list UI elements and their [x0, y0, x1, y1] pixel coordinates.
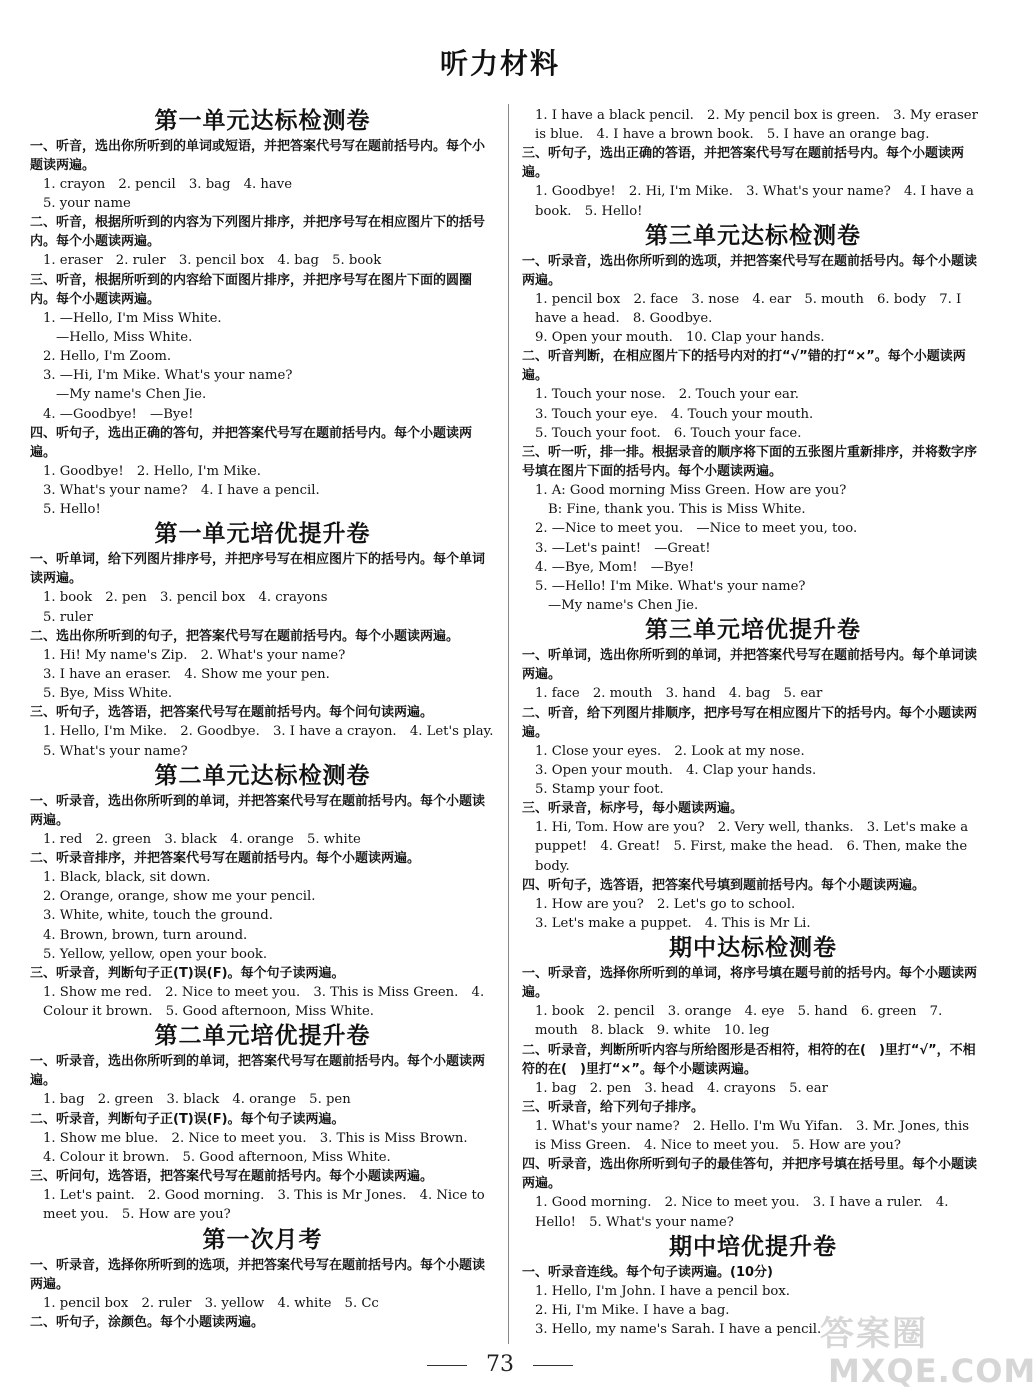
transcript-line: 1. How are you? 2. Let's go to school. — [535, 896, 796, 912]
transcript-line: 1. pencil box 2. ruler 3. yellow 4. white 5. Cc — [43, 1295, 379, 1311]
transcript-line: 1. pencil box 2. face 3. nose 4. ear 5. mouth 6. body 7. I have a head. 8. Goodbye. — [535, 291, 962, 327]
exam-section — [522, 106, 984, 221]
transcript-line: —My name's Chen Jie. — [56, 387, 207, 403]
transcript-line: 4. —Goodbye! —Bye! — [43, 406, 194, 422]
question-instruction: 三、听一听，排一排。根据录音的顺序将下面的五张图片重新排序，并将数字序号填在图片下面的括号内。每个小题读两遍。 — [522, 445, 978, 480]
transcript-line: 4. —Bye, Mom! —Bye! — [535, 559, 695, 575]
transcript-line: 3. I have an eraser. 4. Show me your pen. — [43, 667, 330, 683]
watermark-line2: MXQE.COM — [828, 1352, 1036, 1390]
question-instruction: 一、听录音，选出你所听到的单词，把答案代号写在题前括号内。每个小题读两遍。 — [30, 1054, 486, 1089]
transcript-line: 1. I have a black pencil. 2. My pencil box is green. 3. My eraser is blue. 4. I have a brown book. 5. I have an orange bag. — [535, 108, 978, 143]
exam-section — [30, 519, 507, 760]
section-title: 第三单元培优提升卷 — [645, 617, 861, 644]
section-title: 第二单元培优提升卷 — [154, 1023, 371, 1050]
question-instruction: 一、听录音，选出你所听到的选项，并把答案代号写在题前括号内。每个小题读两遍。 — [522, 253, 978, 288]
transcript-line: 5. —Hello! I'm Mike. What's your name? — [535, 579, 806, 595]
question-instruction: 四、听录音，选出你所听到句子的最佳答句，并把序号填在括号里。每个小题读两遍。 — [522, 1157, 978, 1192]
transcript-line: 3. White, white, touch the ground. — [43, 908, 273, 924]
question-instruction: 三、听录音，判断句子正(T)误(F)。每个句子读两遍。 — [30, 966, 345, 982]
transcript-line: 1. face 2. mouth 3. hand 4. bag 5. ear — [535, 686, 823, 702]
transcript-line: 1. Show me red. 2. Nice to meet you. 3. This is Miss Green. 4. Colour it brown. 5. Good afternoon, Miss White. — [43, 985, 485, 1020]
question-instruction: 一、听录音，选择你所听到的选项，并把答案代号写在题前括号内。每个小题读两遍。 — [30, 1257, 486, 1292]
transcript-line: 3. Open your mouth. 4. Clap your hands. — [535, 762, 817, 778]
transcript-line: 1. Hi! My name's Zip. 2. What's your name? — [43, 647, 346, 663]
transcript-line: 1. Hello, I'm Mike. 2. Goodbye. 3. I have a crayon. 4. Let's play. 5. What's your name? — [43, 724, 507, 759]
transcript-line: 5. your name — [43, 196, 131, 212]
question-instruction: 三、听句子，选答语，把答案代号写在题前括号内。每个问句读两遍。 — [30, 705, 434, 721]
transcript-line: 1. Hi, Tom. How are you? 2. Very well, thanks. 3. Let's make a puppet! 4. Great! 5. First, make the head. 6. Then, make the body. — [535, 820, 969, 874]
question-instruction: 三、听录音，给下列句子排序。 — [522, 1099, 705, 1115]
question-instruction: 三、听录音，标序号，每小题读两遍。 — [522, 801, 744, 817]
exam-section — [30, 1021, 495, 1224]
section-title: 期中培优提升卷 — [669, 1233, 837, 1260]
transcript-line: 1. A: Good morning Miss Green. How are you? — [535, 483, 847, 499]
transcript-line: 3. Hello, my name's Sarah. I have a pencil. — [535, 1322, 822, 1338]
transcript-line: 1. Hello, I'm John. I have a pencil box. — [535, 1283, 790, 1299]
question-instruction: 二、听录音，判断所听内容与所给图形是否相符，相符的在( )里打“√”，不相符的在( )里打“×”。每个小题读两遍。 — [522, 1042, 976, 1077]
transcript-line: 1. Good morning. 2. Nice to meet you. 3. I have a ruler. 4. Hello! 5. What's your name? — [535, 1195, 949, 1230]
exam-section — [30, 106, 495, 519]
transcript-line: 2. Hello, I'm Zoom. — [43, 349, 172, 365]
transcript-line: 1. Goodbye! 2. Hello, I'm Mike. — [43, 463, 261, 479]
transcript-line: 1. bag 2. pen 3. head 4. crayons 5. ear — [535, 1080, 828, 1096]
section-title: 第一次月考 — [202, 1226, 323, 1253]
right-column — [522, 106, 984, 1339]
transcript-line: 1. bag 2. green 3. black 4. orange 5. pen — [43, 1092, 351, 1108]
question-instruction: 二、听音，根据所听到的内容为下列图片排序，并把序号写在相应图片下的括号内。每个小题读两遍。 — [30, 215, 486, 250]
watermark-line1: 答案圈 — [820, 1314, 928, 1354]
transcript-line: 1. eraser 2. ruler 3. pencil box 4. bag 5. book — [43, 253, 382, 269]
exam-section — [30, 1225, 495, 1332]
transcript-line: 4. Brown, brown, turn around. — [43, 927, 248, 943]
transcript-line: 1. Black, black, sit down. — [43, 870, 211, 886]
transcript-line: —My name's Chen Jie. — [548, 598, 699, 614]
transcript-line: 1. Touch your nose. 2. Touch your ear. — [535, 387, 799, 403]
footer-dash-right — [533, 1365, 573, 1366]
footer-dash-left — [427, 1365, 467, 1366]
transcript-line: 3. —Let's paint! —Great! — [535, 540, 711, 556]
column-divider — [508, 104, 509, 1344]
transcript-line: 1. book 2. pen 3. pencil box 4. crayons — [43, 590, 328, 606]
page-title: 听力材料 — [439, 47, 560, 80]
question-instruction: 一、听音，选出你所听到的单词或短语，并把答案代号写在题前括号内。每个小题读两遍。 — [30, 139, 486, 173]
question-instruction: 三、听问句，选答语，把答案代号写在题前括号内。每个小题读两遍。 — [30, 1169, 434, 1185]
transcript-line: 1. What's your name? 2. Hello. I'm Wu Yifan. 3. Mr. Jones, this is Miss Green. 4. Nice to meet you. 5. How are you? — [535, 1118, 969, 1154]
section-title: 第一单元达标检测卷 — [154, 108, 371, 134]
question-instruction: 三、听音，根据所听到的内容给下面图片排序，并把序号写在图片下面的圆圈内。每个小题读两遍。 — [30, 272, 473, 307]
section-title: 第一单元培优提升卷 — [154, 521, 371, 548]
question-instruction: 二、听音判断，在相应图片下的括号内对的打“√”错的打“×”。每个小题读两遍。 — [522, 349, 966, 384]
transcript-line: 5. Touch your foot. 6. Touch your face. — [535, 425, 802, 441]
transcript-line: 5. ruler — [43, 609, 93, 625]
question-instruction: 二、听录音排序，并把答案代号写在题前括号内。每个小题读两遍。 — [30, 851, 421, 867]
transcript-line: 9. Open your mouth. 10. Clap your hands. — [535, 330, 825, 346]
transcript-line: 1. Goodbye! 2. Hi, I'm Mike. 3. What's your name? 4. I have a book. 5. Hello! — [535, 184, 974, 219]
transcript-line: 1. Let's paint. 2. Good morning. 3. This is Mr Jones. 4. Nice to meet you. 5. How are you? — [43, 1188, 485, 1223]
exam-section — [522, 221, 984, 616]
transcript-line: 5. Yellow, yellow, open your book. — [43, 946, 268, 962]
transcript-line: 3. —Hi, I'm Mike. What's your name? — [43, 368, 293, 384]
transcript-line: 2. —Nice to meet you. —Nice to meet you, too. — [535, 521, 858, 537]
transcript-line: B: Fine, thank you. This is Miss White. — [548, 502, 806, 518]
watermark-logo — [820, 1306, 1036, 1396]
question-instruction: 一、听录音，选择你所听到的单词，将序号填在题号前的括号内。每个小题读两遍。 — [522, 966, 978, 1001]
question-instruction: 一、听录音连线。每个句子读两遍。(10分) — [522, 1264, 773, 1280]
question-instruction: 三、听句子，选出正确的答语，并把答案代号写在题前括号内。每个小题读两遍。 — [522, 146, 965, 181]
page-number: 73 — [486, 1352, 514, 1377]
transcript-line: 1. crayon 2. pencil 3. bag 4. have — [43, 177, 293, 192]
question-instruction: 四、听句子，选出正确的答句，并把答案代号写在题前括号内。每个小题读两遍。 — [30, 425, 473, 460]
transcript-line: 3. Let's make a puppet. 4. This is Mr Li. — [535, 916, 811, 932]
question-instruction: 四、听句子，选答语，把答案代号填到题前括号内。每个小题读两遍。 — [522, 877, 926, 893]
transcript-line: 5. Hello! — [43, 502, 101, 518]
transcript-line: 4. Colour it brown. 5. Good afternoon, Miss White. — [43, 1149, 391, 1165]
transcript-line: —Hello, Miss White. — [56, 329, 193, 345]
section-title: 第三单元达标检测卷 — [645, 222, 861, 249]
exam-section — [522, 933, 984, 1231]
transcript-line: 1. red 2. green 3. black 4. orange 5. white — [43, 831, 361, 847]
transcript-line: 2. Hi, I'm Mike. I have a bag. — [535, 1302, 730, 1318]
question-instruction: 一、听录音，选出你所听到的单词，并把答案代号写在题前括号内。每个小题读两遍。 — [30, 793, 486, 828]
transcript-line: 3. Touch your eye. 4. Touch your mouth. — [535, 406, 814, 422]
exam-section — [522, 615, 984, 933]
transcript-line: 1. —Hello, I'm Miss White. — [43, 310, 222, 326]
exam-section — [30, 761, 495, 1022]
section-title: 第二单元达标检测卷 — [154, 762, 371, 789]
left-column — [30, 106, 507, 1332]
question-instruction: 二、听录音，判断句子正(T)误(F)。每个句子读两遍。 — [30, 1111, 345, 1127]
question-instruction: 一、听单词，选出你所听到的单词，并把答案代号写在题前括号内。每个单词读两遍。 — [522, 648, 978, 683]
transcript-line: 1. book 2. pencil 3. orange 4. eye 5. hand 6. green 7. mouth 8. black 9. white 10. leg — [535, 1004, 943, 1039]
transcript-line: 5. Stamp your foot. — [535, 782, 664, 798]
transcript-line: 3. What's your name? 4. I have a pencil. — [43, 483, 320, 499]
transcript-line: 1. Show me blue. 2. Nice to meet you. 3. This is Miss Brown. — [43, 1130, 468, 1146]
transcript-line: 2. Orange, orange, show me your pencil. — [43, 889, 316, 905]
question-instruction: 一、听单词，给下列图片排序号，并把序号写在相应图片下的括号内。每个单词读两遍。 — [30, 552, 486, 587]
transcript-line: 5. Bye, Miss White. — [43, 686, 173, 702]
transcript-line: 1. Close your eyes. 2. Look at my nose. — [535, 743, 805, 759]
question-instruction: 二、选出你所听到的句子，把答案代号写在题前括号内。每个小题读两遍。 — [30, 628, 460, 644]
question-instruction: 二、听句子，涂颜色。每个小题读两遍。 — [30, 1314, 265, 1330]
section-title: 期中达标检测卷 — [669, 935, 837, 962]
question-instruction: 二、听音，给下列图片排顺序，把序号写在相应图片下的括号内。每个小题读两遍。 — [522, 705, 978, 740]
